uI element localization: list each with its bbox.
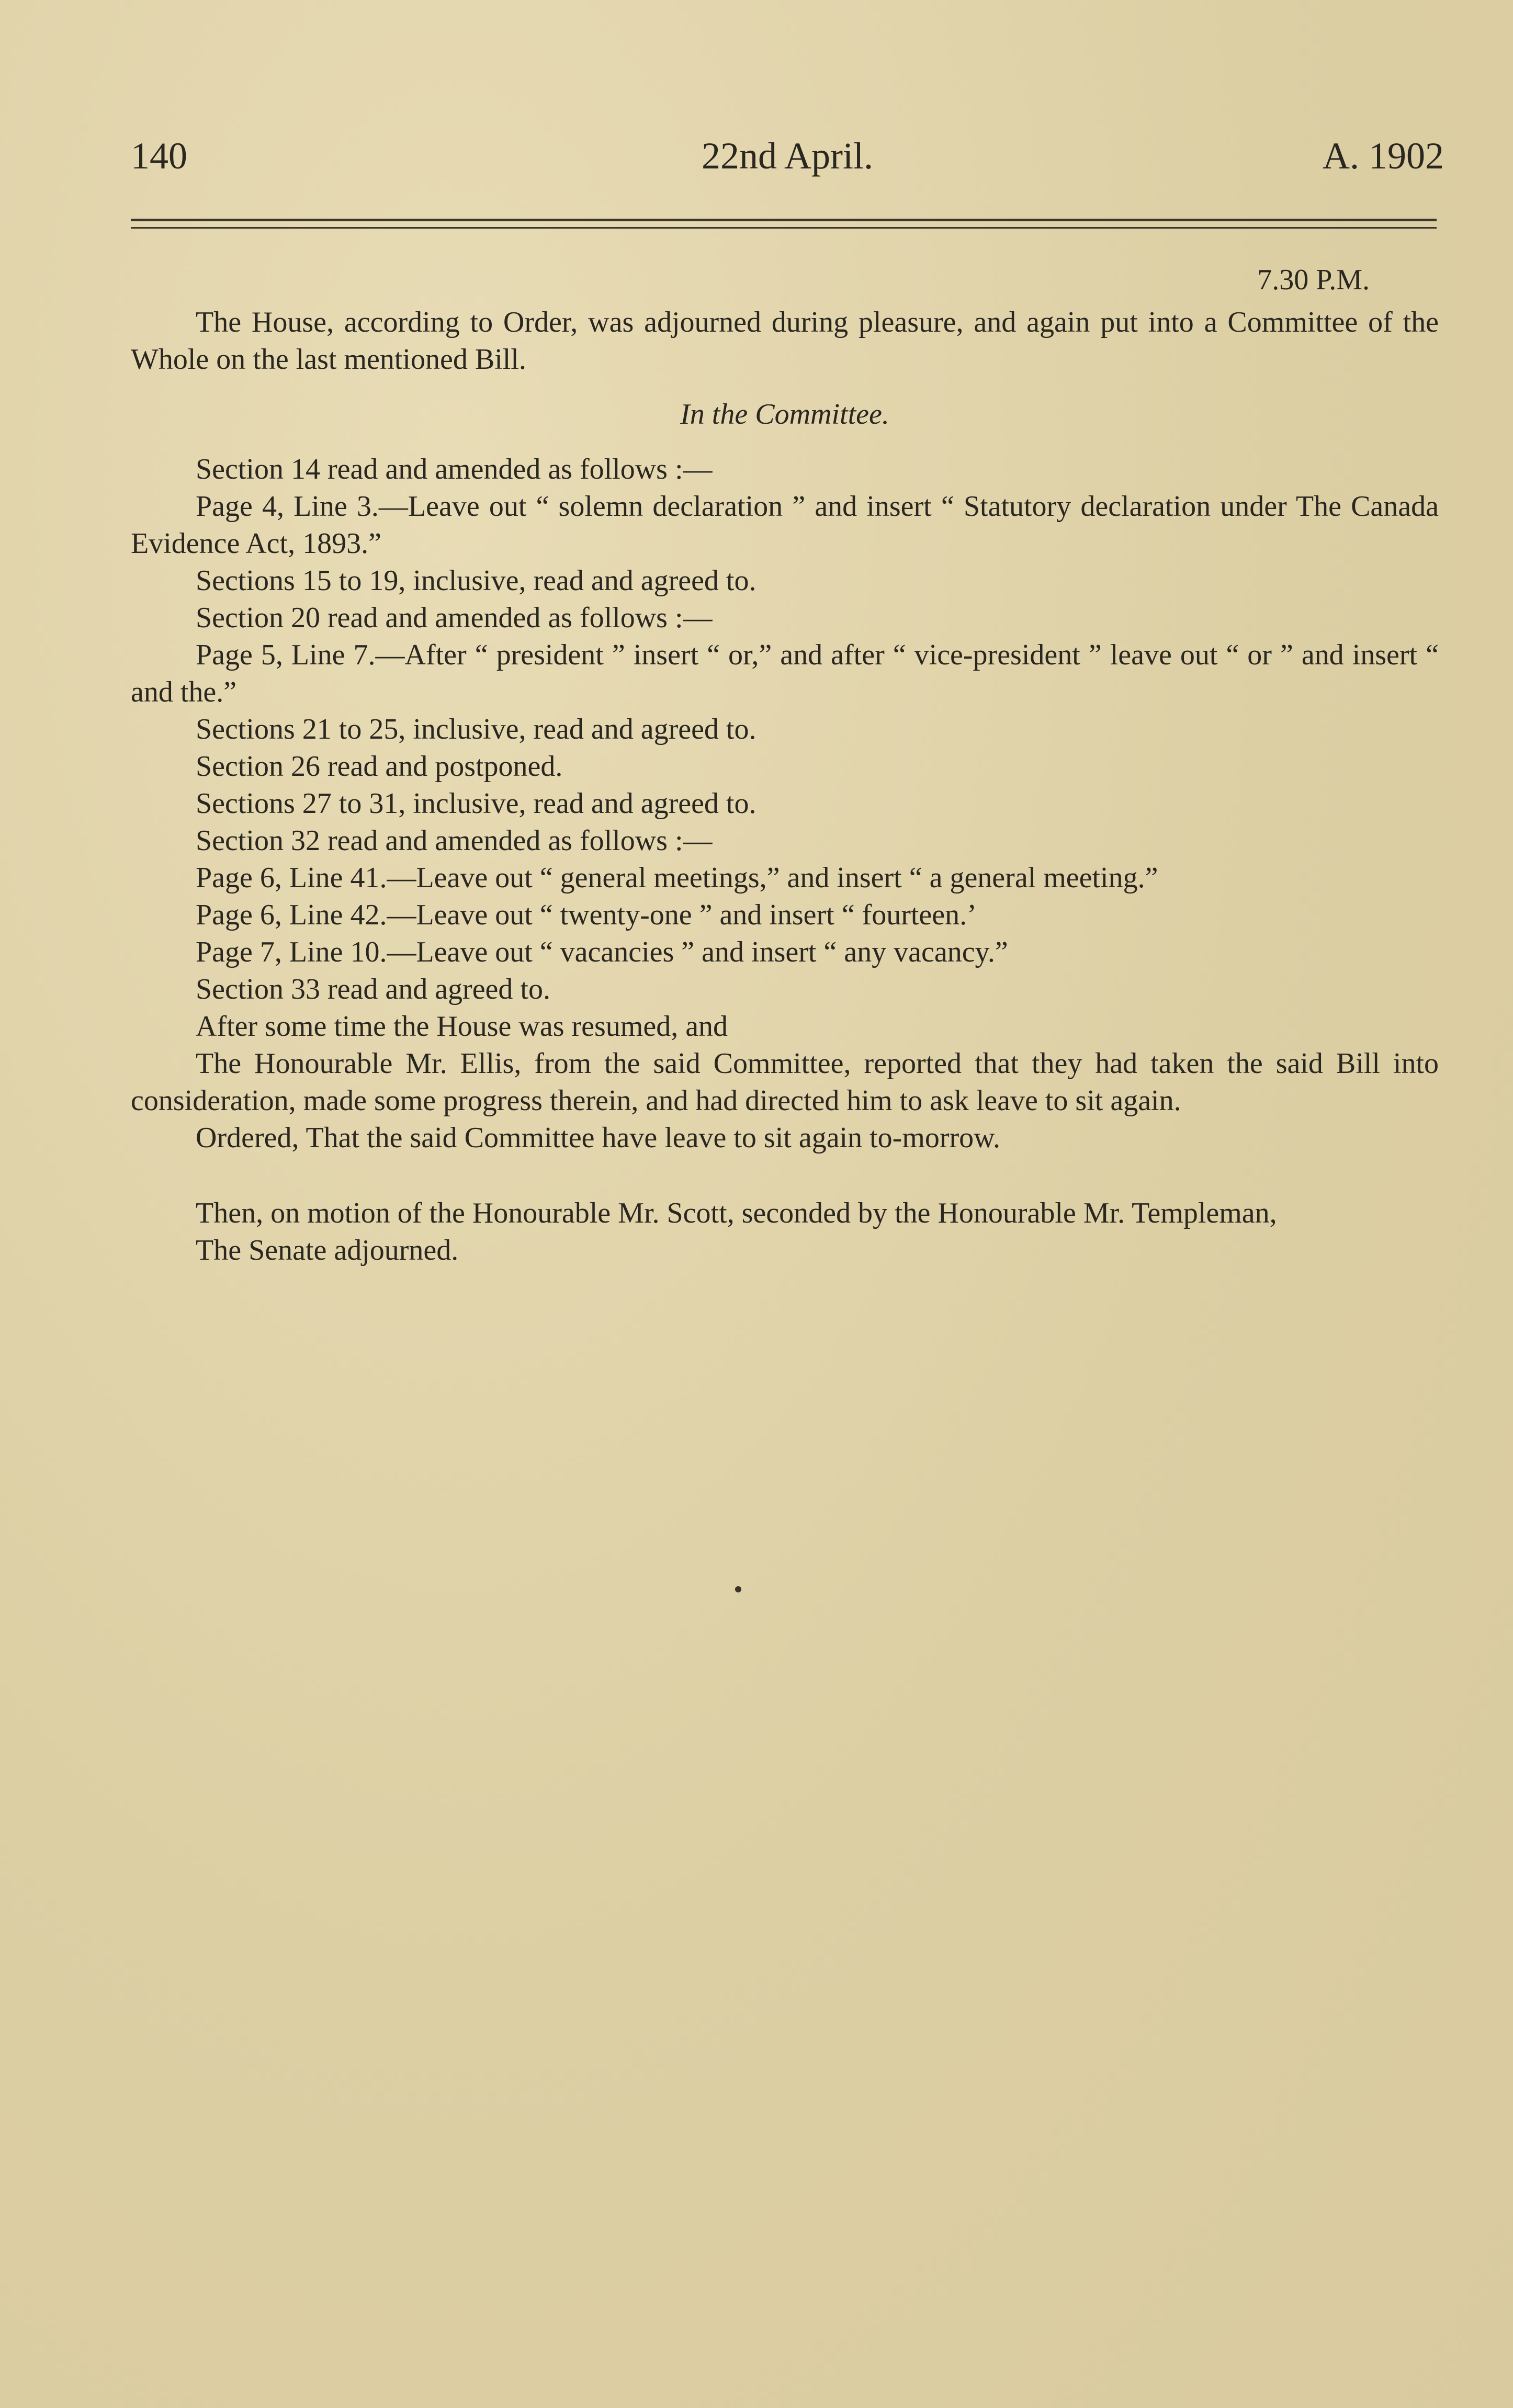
paragraph-section-32: Section 32 read and amended as follows :— (196, 824, 713, 857)
paragraph-sections-15-19: Sections 15 to 19, inclusive, read and agreed to. (196, 564, 756, 597)
paragraph-section-14: Section 14 read and amended as follows :— (196, 453, 713, 485)
page-header (131, 130, 1444, 182)
committee-heading: In the Committee. (680, 398, 889, 431)
header-rule-thick (131, 219, 1437, 221)
paragraph-senate-adjourned: The Senate adjourned. (196, 1234, 459, 1267)
header-rule-thin (131, 227, 1437, 229)
time-stamp: 7.30 P.M. (1257, 264, 1370, 296)
paragraph-house-resumed: After some time the House was resumed, and (196, 1010, 728, 1043)
paragraph-page-4-line-3: Page 4, Line 3.—Leave out “ solemn declaration ” and insert “ Statutory declaration under The Canada Evidence Act, 1893.” (131, 490, 1439, 560)
paragraph-motion: Then, on motion of the Honourable Mr. Scott, seconded by the Honourable Mr. Templeman, (196, 1197, 1277, 1229)
paragraph-adjourned: The House, according to Order, was adjourned during pleasure, and again put into a Committee of the Whole on the last mentioned Bill. (131, 306, 1439, 376)
paragraph-ellis-report: The Honourable Mr. Ellis, from the said Committee, reported that they had taken the said Bill into consideration, made some progress therein, and had directed him to ask leave to sit again. (131, 1047, 1439, 1117)
paragraph-page-6-line-42: Page 6, Line 42.—Leave out “ twenty-one ” and insert “ fourteen.’ (196, 899, 977, 931)
document-body (131, 262, 1439, 1269)
paragraph-ordered: Ordered, That the said Committee have leave to sit again to-morrow. (196, 1122, 1000, 1154)
ink-dot (735, 1586, 741, 1592)
header-year: A. 1902 (1323, 135, 1444, 177)
paragraph-page-6-line-41: Page 6, Line 41.—Leave out “ general meetings,” and insert “ a general meeting.” (196, 862, 1158, 894)
paragraph-page-5-line-7: Page 5, Line 7.—After “ president ” insert “ or,” and after “ vice-president ” leave out “ or ” and insert “ and the.” (131, 639, 1439, 708)
paragraph-gap (131, 1157, 1439, 1195)
paragraph-section-26: Section 26 read and postponed. (196, 750, 563, 783)
page-number: 140 (131, 135, 187, 177)
paragraph-sections-27-31: Sections 27 to 31, inclusive, read and agreed to. (196, 787, 756, 820)
paragraph-sections-21-25: Sections 21 to 25, inclusive, read and agreed to. (196, 713, 756, 745)
paragraph-section-33: Section 33 read and agreed to. (196, 973, 550, 1005)
paragraph-page-7-line-10: Page 7, Line 10.—Leave out “ vacancies ” and insert “ any vacancy.” (196, 936, 1008, 968)
paragraph-section-20: Section 20 read and amended as follows :— (196, 602, 713, 634)
header-date: 22nd April. (701, 135, 873, 177)
